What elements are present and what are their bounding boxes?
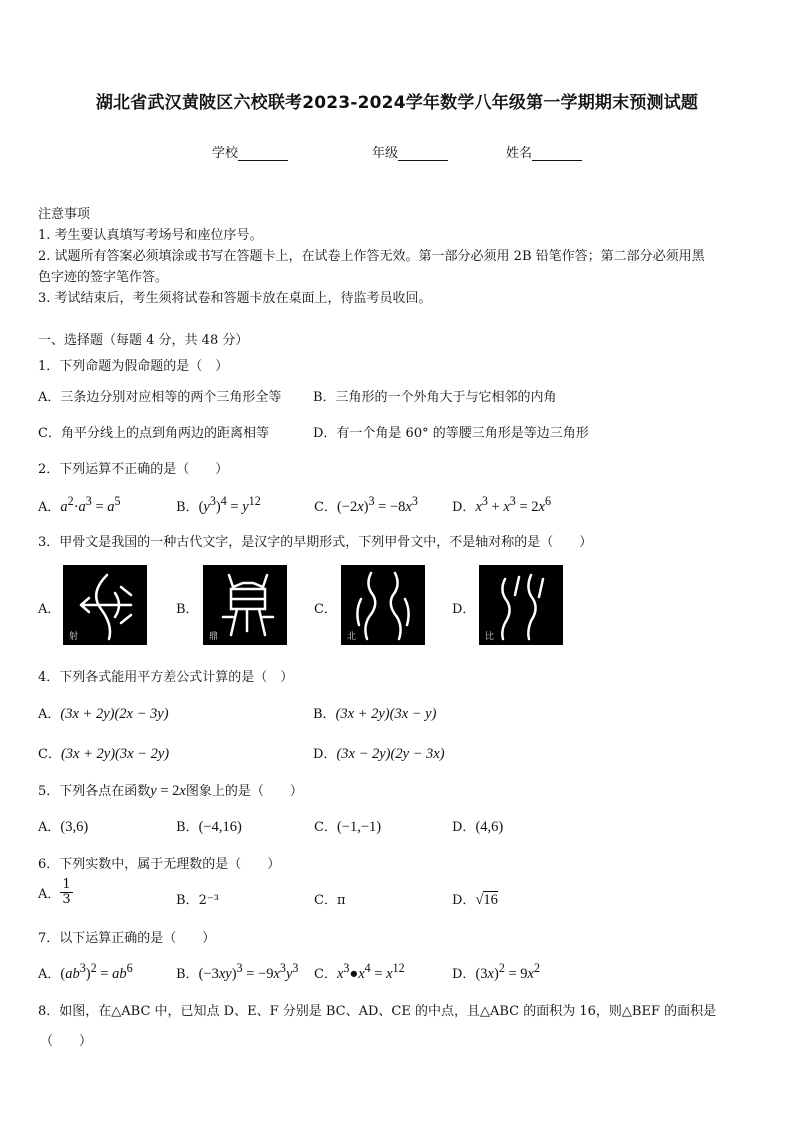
notice-item: 色字迹的签字笔作答。	[38, 270, 169, 285]
q5-option-c: C．(−1,−1)	[314, 819, 382, 835]
oracle-caption: 比	[485, 632, 495, 642]
question-8-blank: （ ）	[40, 1034, 93, 1049]
oracle-bi-image	[479, 565, 563, 645]
oracle-bei-image	[341, 565, 425, 645]
q4-expr-d: (3x − 2y)(2y − 3x)	[336, 746, 445, 762]
q6-sqrt: √16	[475, 892, 498, 908]
q7-option-b: B．$(-3xy)^3 = -9x^3y^3$	[176, 961, 299, 982]
q2-expr-d: $x^3 + x^3 = 2x^6$	[475, 494, 552, 515]
q2-option-b: B．$(y^3)^4 = y^{12}$	[176, 494, 261, 515]
q4-expr-b: (3x + 2y)(3x − y)	[335, 706, 437, 722]
name-field: 姓名	[506, 142, 582, 161]
q1-option-b: B．三角形的一个外角大于与它相邻的内角	[313, 390, 557, 405]
q2-expr-c: $(-2x)^3 = -8x^3$	[336, 494, 418, 515]
q3-option-c-label: C．	[314, 602, 337, 617]
question-6-stem: 6．下列实数中，属于无理数的是（ ）	[38, 857, 281, 872]
oracle-caption: 鼎	[209, 632, 219, 642]
q5-option-d: D．(4,6)	[452, 819, 504, 835]
oracle-caption: 射	[69, 632, 79, 642]
grade-field: 年级	[372, 142, 448, 161]
notice-item: 2. 试题所有答案必须填涂或书写在答题卡上，在试卷上作答无效。第一部分必须用 2B 铅笔作答；第二部分必须用黑	[38, 249, 705, 264]
question-3-stem: 3．甲骨文是我国的一种古代文字，是汉字的早期形式，下列甲骨文中，不是轴对称的是（ ）	[38, 535, 593, 550]
section-heading: 一、选择题（每题 4 分，共 48 分）	[38, 333, 249, 348]
notice-heading: 注意事项	[38, 207, 91, 222]
q3-option-d-label: D．	[452, 602, 476, 617]
q1-option-a: A．三条边分别对应相等的两个三角形全等	[38, 390, 282, 405]
q3-option-a-label: A．	[38, 602, 61, 617]
notice-item: 1. 考生要认真填写考场号和座位序号。	[38, 228, 263, 243]
question-2-stem: 2．下列运算不正确的是（ ）	[38, 462, 229, 477]
q6-option-a: A． $\frac{1}{3}$	[38, 877, 71, 907]
q4-option-d: D．(3x − 2y)(2y − 3x)	[313, 746, 445, 762]
q4-option-c: C．(3x + 2y)(3x − 2y)	[38, 746, 170, 762]
q6-option-d: D．√16	[452, 892, 498, 908]
name-blank	[532, 148, 582, 161]
grade-blank	[398, 148, 448, 161]
q3-option-b-label: B．	[176, 602, 199, 617]
question-5-stem: 5．下列各点在函数y = 2x图象上的是（ ）	[38, 783, 303, 799]
oracle-she-image	[63, 565, 147, 645]
question-7-stem: 7．以下运算正确的是（ ）	[38, 931, 216, 946]
question-8-stem: 8．如图，在△ABC 中，已知点 D、E、F 分别是 BC、AD、CE 的中点，且△ABC 的面积为 16，则△BEF 的面积是	[38, 1004, 717, 1019]
q7-option-c: C．$x^3●x^4 = x^{12}$	[314, 961, 405, 982]
q6-fraction: $\frac{1}{3}$	[62, 877, 71, 907]
q4-expr-c: (3x + 2y)(3x − 2y)	[60, 746, 170, 762]
q7-expr-b: $(-3xy)^3 = -9x^3y^3$	[198, 961, 299, 982]
question-1-stem: 1．下列命题为假命题的是（ ）	[38, 359, 229, 374]
q4-expr-a: (3x + 2y)(2x − 3y)	[60, 706, 169, 722]
q2-expr-a: $a^2\cdot a^3 = a^5$	[60, 494, 121, 515]
q5-option-a: A．(3,6)	[38, 819, 89, 835]
school-field: 学校	[212, 142, 288, 161]
school-blank	[238, 148, 288, 161]
page-title: 湖北省武汉黄陂区六校联考2023-2024学年数学八年级第一学期期末预测试题	[95, 93, 699, 113]
q2-option-d: D．$x^3 + x^3 = 2x^6$	[452, 494, 552, 515]
q2-option-c: C．$(-2x)^3 = -8x^3$	[314, 494, 418, 515]
q7-expr-a: $(ab^3)^2 = ab^6$	[60, 961, 133, 982]
q7-option-a: A．$(ab^3)^2 = ab^6$	[38, 961, 133, 982]
q1-option-d: D．有一个角是 60° 的等腰三角形是等边三角形	[313, 426, 589, 441]
notice-item: 3. 考试结束后，考生须将试卷和答题卡放在桌面上，待监考员收回。	[38, 291, 432, 306]
q7-option-d: D．$(3x)^2 = 9x^2$	[452, 961, 541, 982]
q5-option-b: B．(−4,16)	[176, 819, 242, 835]
q2-option-a: A．$a^2\cdot a^3 = a^5$	[38, 494, 121, 515]
q4-option-a: A．(3x + 2y)(2x − 3y)	[38, 706, 169, 722]
q2-expr-b: $(y^3)^4 = y^{12}$	[198, 494, 261, 515]
q5-function: y = 2x	[150, 783, 186, 799]
q1-option-c: C．角平分线上的点到角两边的距离相等	[38, 426, 269, 441]
q6-option-c: C．π	[314, 893, 346, 908]
oracle-caption: 北	[347, 632, 357, 642]
q7-expr-d: $(3x)^2 = 9x^2$	[475, 961, 541, 982]
q4-option-b: B．(3x + 2y)(3x − y)	[313, 706, 437, 722]
q6-option-b: B．2⁻³	[176, 893, 219, 908]
oracle-ding-image	[203, 565, 287, 645]
question-4-stem: 4．下列各式能用平方差公式计算的是（ ）	[38, 670, 294, 685]
q7-expr-c: $x^3●x^4 = x^{12}$	[336, 961, 405, 982]
